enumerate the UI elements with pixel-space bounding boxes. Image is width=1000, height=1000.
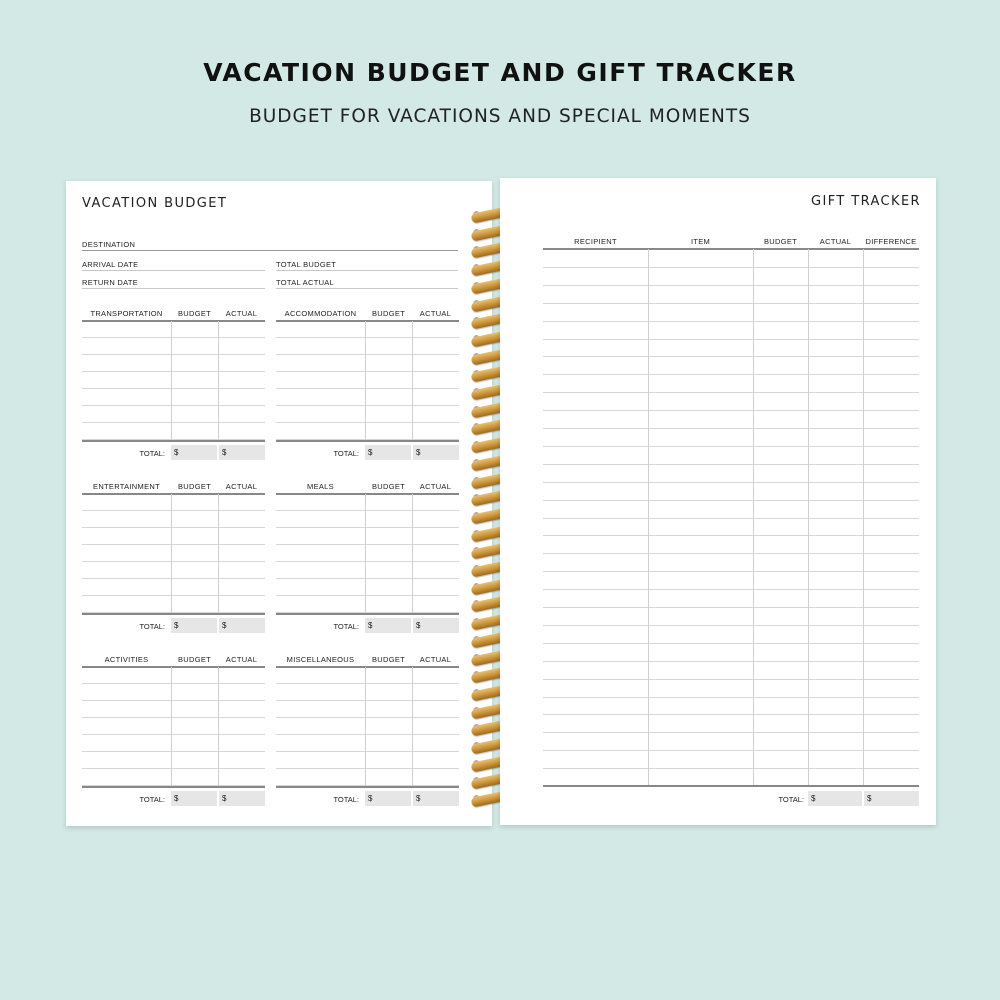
return-date-label: RETURN DATE (82, 278, 139, 287)
total-rule (543, 785, 919, 787)
total-label: TOTAL: (333, 795, 359, 804)
budget-column-header: BUDGET (177, 655, 212, 664)
total-budget-box[interactable]: $ (365, 445, 411, 460)
entry-row[interactable] (276, 595, 459, 596)
column-divider (863, 249, 864, 785)
entry-row[interactable] (82, 717, 265, 718)
entry-row[interactable] (82, 422, 265, 423)
entry-row[interactable] (276, 751, 459, 752)
column-divider (171, 494, 172, 614)
entry-row[interactable] (276, 405, 459, 406)
total-actual-box[interactable]: $ (219, 445, 265, 460)
entry-row[interactable] (276, 354, 459, 355)
entry-row[interactable] (82, 734, 265, 735)
total-budget-label: TOTAL BUDGET (276, 260, 337, 269)
header-rule (82, 320, 265, 322)
total-label: TOTAL: (333, 449, 359, 458)
total-budget-box[interactable]: $ (171, 791, 217, 806)
total-rule (82, 440, 265, 442)
subheadline: BUDGET FOR VACATIONS AND SPECIAL MOMENTS (249, 106, 751, 127)
total-budget-box[interactable]: $ (171, 445, 217, 460)
column-divider (412, 321, 413, 441)
total-actual-box[interactable]: $ (413, 791, 459, 806)
gift-tracker-page (500, 178, 936, 825)
column-divider (648, 249, 649, 785)
arrival-date-label: ARRIVAL DATE (82, 260, 139, 269)
column-header-difference: DIFFERENCE (865, 237, 917, 246)
entry-row[interactable] (82, 683, 265, 684)
column-divider (365, 321, 366, 441)
section-title: ACTIVITIES (104, 655, 149, 664)
total-label: TOTAL: (778, 795, 804, 804)
total-actual-field[interactable] (276, 288, 458, 289)
entry-row[interactable] (82, 527, 265, 528)
column-divider (753, 249, 754, 785)
total-budget-box[interactable]: $ (171, 618, 217, 633)
section-title: ACCOMMODATION (284, 309, 357, 318)
column-divider (412, 494, 413, 614)
column-divider (218, 667, 219, 787)
total-label: TOTAL: (139, 795, 165, 804)
entry-row[interactable] (276, 700, 459, 701)
column-header-recipient: RECIPIENT (574, 237, 617, 246)
section-title: MEALS (307, 482, 334, 491)
headline: VACATION BUDGET AND GIFT TRACKER (203, 58, 797, 87)
column-header-actual: ACTUAL (819, 237, 852, 246)
entry-row[interactable] (276, 561, 459, 562)
entry-row[interactable] (276, 371, 459, 372)
total-actual-label: TOTAL ACTUAL (276, 278, 335, 287)
column-divider (171, 321, 172, 441)
actual-column-header: ACTUAL (225, 309, 258, 318)
total-actual-box[interactable]: $ (219, 618, 265, 633)
total-difference-box[interactable]: $ (864, 791, 919, 806)
total-rule (276, 440, 459, 442)
entry-row[interactable] (276, 734, 459, 735)
column-divider (365, 494, 366, 614)
total-label: TOTAL: (333, 622, 359, 631)
entry-row[interactable] (276, 527, 459, 528)
entry-row[interactable] (82, 510, 265, 511)
budget-column-header: BUDGET (177, 309, 212, 318)
total-rule (276, 786, 459, 788)
actual-column-header: ACTUAL (419, 482, 452, 491)
header-rule (276, 493, 459, 495)
budget-column-header: BUDGET (177, 482, 212, 491)
actual-column-header: ACTUAL (419, 655, 452, 664)
total-actual-box[interactable]: $ (808, 791, 862, 806)
page-title: GIFT TRACKER (811, 194, 921, 209)
return-date-field[interactable] (82, 288, 265, 289)
section-title: ENTERTAINMENT (93, 482, 160, 491)
budget-column-header: BUDGET (371, 309, 406, 318)
arrival-date-field[interactable] (82, 270, 265, 271)
section-title: MISCELLANEOUS (286, 655, 355, 664)
column-header-item: ITEM (690, 237, 711, 246)
column-divider (412, 667, 413, 787)
entry-row[interactable] (276, 578, 459, 579)
entry-row[interactable] (82, 354, 265, 355)
total-budget-field[interactable] (276, 270, 458, 271)
entry-row[interactable] (82, 578, 265, 579)
entry-row[interactable] (82, 751, 265, 752)
total-label: TOTAL: (139, 622, 165, 631)
entry-row[interactable] (276, 510, 459, 511)
entry-row[interactable] (82, 371, 265, 372)
entry-row[interactable] (82, 700, 265, 701)
vacation-budget-page (66, 181, 492, 826)
actual-column-header: ACTUAL (225, 482, 258, 491)
entry-row[interactable] (276, 768, 459, 769)
entry-row[interactable] (82, 768, 265, 769)
total-budget-box[interactable]: $ (365, 791, 411, 806)
entry-row[interactable] (276, 388, 459, 389)
header-rule (82, 493, 265, 495)
column-divider (218, 321, 219, 441)
total-actual-box[interactable]: $ (413, 445, 459, 460)
destination-field[interactable] (82, 250, 458, 251)
total-actual-box[interactable]: $ (219, 791, 265, 806)
header-rule (82, 666, 265, 668)
header-rule (276, 320, 459, 322)
total-label: TOTAL: (139, 449, 165, 458)
section-title: TRANSPORTATION (90, 309, 163, 318)
total-budget-box[interactable]: $ (365, 618, 411, 633)
entry-row[interactable] (82, 595, 265, 596)
column-divider (365, 667, 366, 787)
entry-row[interactable] (82, 544, 265, 545)
entry-row[interactable] (276, 717, 459, 718)
actual-column-header: ACTUAL (419, 309, 452, 318)
total-rule (82, 786, 265, 788)
column-header-budget: BUDGET (763, 237, 798, 246)
entry-row[interactable] (82, 337, 265, 338)
actual-column-header: ACTUAL (225, 655, 258, 664)
column-divider (171, 667, 172, 787)
column-divider (808, 249, 809, 785)
entry-row[interactable] (276, 683, 459, 684)
entry-row[interactable] (276, 422, 459, 423)
column-divider (218, 494, 219, 614)
entry-row[interactable] (82, 561, 265, 562)
budget-column-header: BUDGET (371, 655, 406, 664)
page-title: VACATION BUDGET (82, 196, 228, 211)
entry-row[interactable] (276, 337, 459, 338)
total-actual-box[interactable]: $ (413, 618, 459, 633)
destination-label: DESTINATION (82, 240, 136, 249)
entry-row[interactable] (82, 388, 265, 389)
entry-row[interactable] (82, 405, 265, 406)
total-rule (276, 613, 459, 615)
total-rule (82, 613, 265, 615)
entry-row[interactable] (276, 544, 459, 545)
header-rule (276, 666, 459, 668)
budget-column-header: BUDGET (371, 482, 406, 491)
